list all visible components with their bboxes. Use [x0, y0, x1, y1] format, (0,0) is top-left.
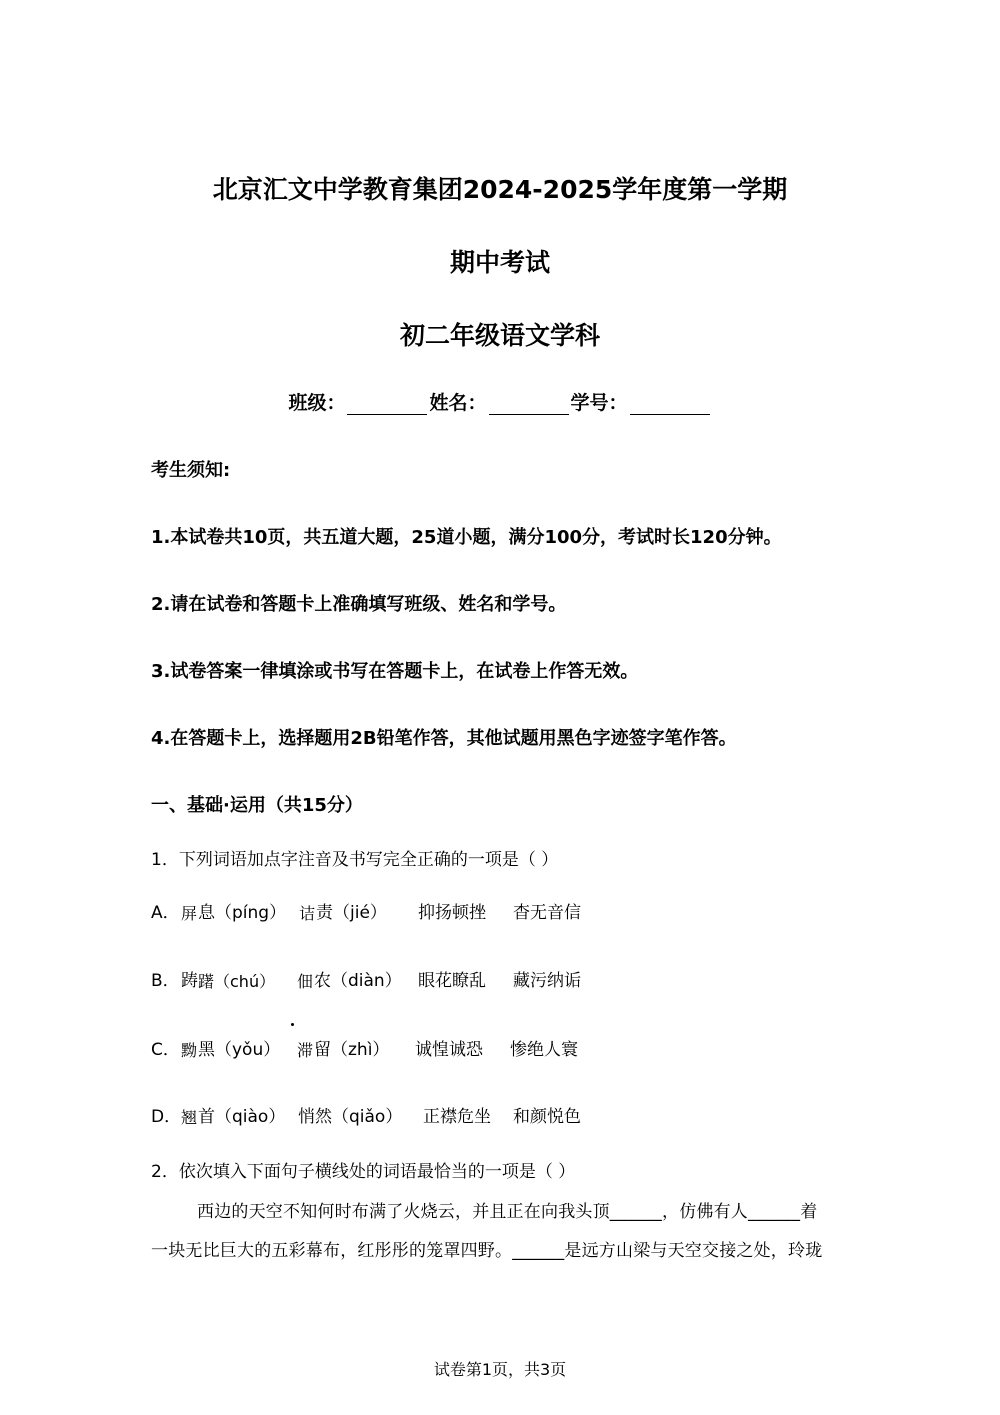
word-2: 然（qiǎo）	[315, 1107, 403, 1127]
word-4: 杳无音信	[513, 903, 581, 923]
word-2: 责（jié）	[316, 903, 387, 923]
exam-title-line2: 期中考试	[449, 248, 550, 277]
name-blank[interactable]	[489, 396, 569, 415]
word-2: 留（zhì）	[314, 1040, 390, 1060]
class-blank[interactable]	[347, 396, 427, 415]
dotted-char: 黝	[181, 1041, 198, 1060]
dotted-char: 诘	[299, 904, 316, 923]
notice-item-2: 2.请在试卷和答题卡上准确填写班级、姓名和学号。	[151, 594, 567, 615]
student-info-row	[0, 388, 1000, 415]
question-2-paragraph-line-2: 一块无比巨大的五彩幕布，红彤彤的笼罩四野。______是远方山梁与天空交接之处，玲珑	[151, 1241, 823, 1261]
word-4: 藏污纳诟	[513, 971, 581, 991]
class-label: 班级：	[288, 392, 346, 414]
word-3: 正襟危坐	[423, 1107, 491, 1127]
student-id-blank[interactable]	[630, 396, 710, 415]
word-4: 惨绝人寰	[510, 1040, 578, 1060]
emphasis-dot	[291, 1023, 294, 1026]
question-2-paragraph-line-1: 西边的天空不知何时布满了火烧云，并且正在向我头顶______，仿佛有人______着	[197, 1202, 818, 1222]
dotted-char: 滞	[297, 1041, 314, 1060]
page-footer: 试卷第1页，共3页	[433, 1360, 567, 1379]
word-2: 农（diàn）	[314, 971, 402, 991]
option-label: C．	[151, 1040, 180, 1060]
question-2-stem: 2．依次填入下面句子横线处的词语最恰当的一项是（ ）	[151, 1162, 576, 1182]
option-label: D．	[151, 1107, 182, 1127]
word-3: 眼花瞭乱	[418, 971, 486, 991]
word-1: 息（píng）	[198, 903, 287, 923]
word-1: 首（qiào）	[198, 1107, 286, 1127]
option-label: B．	[151, 971, 180, 991]
word-4: 和颜悦色	[513, 1107, 581, 1127]
notice-item-4: 4.在答题卡上，选择题用2B铅笔作答，其他试题用黑色字迹签字笔作答。	[151, 728, 737, 749]
section-heading: 一、基础·运用（共15分）	[151, 795, 363, 816]
dotted-char: 佃	[297, 972, 314, 991]
notice-item-3: 3.试卷答案一律填涂或书写在答题卡上，在试卷上作答无效。	[151, 661, 639, 682]
dotted-char: 翘	[181, 1108, 198, 1127]
notice-heading: 考生须知:	[151, 460, 231, 481]
exam-title-line3: 初二年级语文学科	[399, 321, 600, 350]
name-label: 姓名：	[429, 392, 487, 414]
student-id-label: 学号：	[570, 392, 628, 414]
notice-item-1: 1.本试卷共10页，共五道大题，25道小题，满分100分，考试时长120分钟。	[151, 527, 782, 548]
exam-title-line1: 北京汇文中学教育集团2024-2025学年度第一学期	[212, 175, 788, 204]
word-1: 黑（yǒu）	[198, 1040, 281, 1060]
option-label: A．	[151, 903, 180, 923]
word-3: 抑扬顿挫	[418, 903, 486, 923]
dotted-char: 屏	[181, 904, 198, 923]
dotted-char: 躇（chú）	[198, 972, 276, 991]
word-3: 诚惶诚恐	[415, 1040, 483, 1060]
word-1-first-char: 踌	[181, 971, 198, 991]
question-1-stem: 1．下列词语加点字注音及书写完全正确的一项是（ ）	[151, 850, 559, 870]
word-2-first-char: 悄	[298, 1107, 315, 1127]
